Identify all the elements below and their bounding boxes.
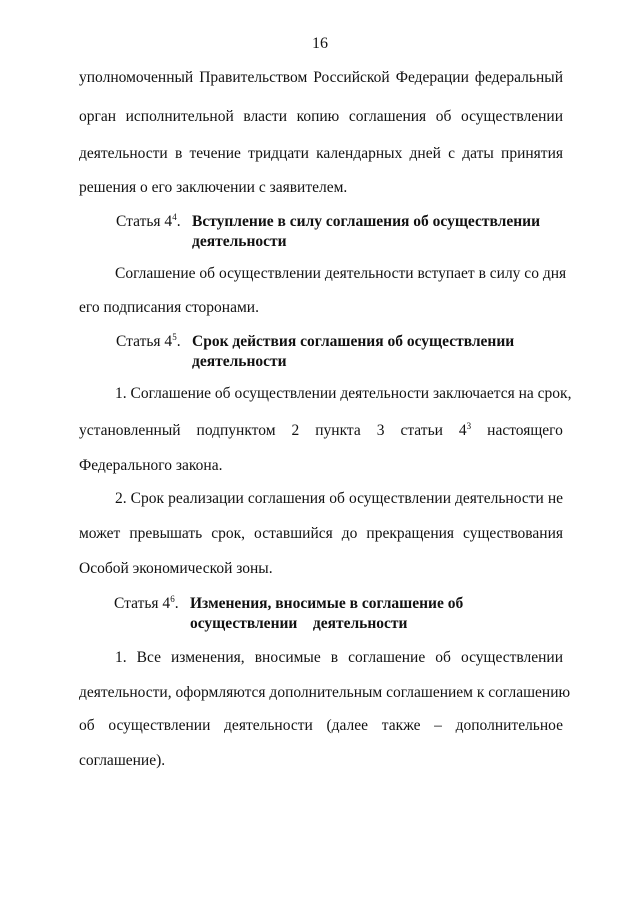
article-title: Изменения, вносимые в соглашение об осуществлении деятельности — [190, 595, 464, 632]
text-line: его подписания сторонами. — [79, 299, 259, 316]
text-line: 1. Все изменения, вносимые в соглашение об осуществлении — [115, 649, 563, 666]
text-line: Федерального закона. — [79, 457, 223, 474]
text-line: Особой экономической зоны. — [79, 560, 273, 577]
article-label: Статья $4^5$. — [116, 332, 181, 350]
text-line: об осуществлении деятельности (далее также – дополнительное — [79, 717, 563, 734]
article-title: Вступление в силу соглашения об осуществлении деятельности — [192, 213, 541, 250]
text-line: деятельности в течение тридцати календарных дней с даты принятия — [79, 145, 563, 162]
text-line: 1. Соглашение об осуществлении деятельности заключается на срок, — [115, 385, 572, 402]
text-line: Соглашение об осуществлении деятельности вступает в силу со дня — [115, 265, 567, 282]
page-number: 16 — [312, 35, 328, 52]
text-line: установленный подпунктом 2 пункта 3 статьи $4^3$ настоящего — [79, 421, 563, 439]
text-line: может превышать срок, оставшийся до прекращения существования — [79, 525, 563, 542]
text-line: решения о его заключении с заявителем. — [79, 179, 348, 196]
text-line: орган исполнительной власти копию соглашения об осуществлении — [79, 108, 563, 125]
article-label: Статья $4^4$. — [116, 212, 181, 230]
article-label: Статья $4^6$. — [114, 594, 179, 612]
text-line: соглашение). — [79, 752, 166, 769]
text-line: уполномоченный Правительством Российской Федерации федеральный — [79, 69, 563, 86]
text-line: 2. Срок реализации соглашения об осуществлении деятельности не — [115, 490, 563, 507]
text-line: деятельности, оформляются дополнительным соглашением к соглашению — [79, 684, 571, 701]
article-title: Срок действия соглашения об осуществлении деятельности — [192, 333, 515, 370]
